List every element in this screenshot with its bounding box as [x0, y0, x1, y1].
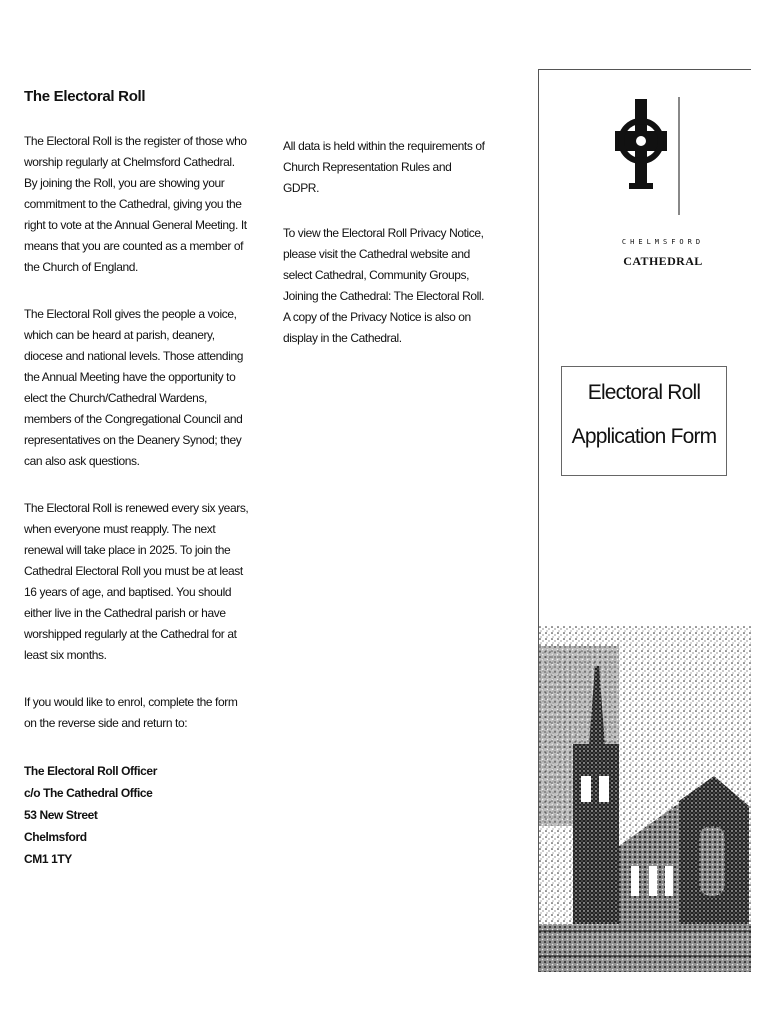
address-line: Chelmsford — [24, 830, 87, 844]
enrol-paragraph: If you would like to enrol, complete the form on the reverse side and return to: — [24, 695, 238, 730]
return-address — [24, 760, 249, 870]
address-line: 53 New Street — [24, 808, 98, 822]
address-line: The Electoral Roll Officer — [24, 764, 157, 778]
celtic-cross-icon — [613, 95, 685, 220]
cover-title-line2: Application Form — [571, 425, 717, 448]
renewal-paragraph: The Electoral Roll is renewed every six years, when everyone must reapply. The next renewal will take place in 2025. To join the Cathedral Electoral Roll you must be at least 16 years of age, and baptised. You should either live in the Cathedral parish or have worshipped regularly at the Cathedral for at least six months. — [24, 501, 249, 662]
intro-paragraph: The Electoral Roll is the register of those who worship regularly at Chelmsford Cathedral. By joining the Roll, you are showing your commitment to the Cathedral, giving you the right to vote at the Annual General Meeting. It means that you are counted as a member of the Church of England. — [24, 134, 247, 274]
cathedral-illustration — [539, 626, 751, 972]
voice-paragraph: The Electoral Roll gives the people a voice, which can be heard at parish, deanery, diocese and national levels. Those attending the Annual Meeting have the opportunity to elect the Church/Cathedral Wardens, members of the Congregational Council and representatives on the Deanery Synod; they can also ask questions. — [24, 307, 244, 468]
logo-city: CHELMSFORD — [621, 238, 705, 246]
logo-name: CATHEDRAL — [623, 254, 703, 268]
cover-title-line1: Electoral Roll — [587, 381, 701, 404]
data-paragraph: All data is held within the requirements of Church Representation Rules and GDPR. — [283, 139, 485, 195]
cover-panel — [538, 69, 751, 972]
page-title: The Electoral Roll — [24, 88, 146, 105]
middle-column — [283, 136, 488, 373]
address-line: CM1 1TY — [24, 852, 72, 866]
address-line: c/o The Cathedral Office — [24, 786, 153, 800]
privacy-paragraph: To view the Electoral Roll Privacy Notice, please visit the Cathedral website and select Cathedral, Community Groups, Joining the Cathedral: The Electoral Roll. A copy of the Privacy Notice is also on display in the Cathedral. — [283, 226, 485, 345]
title-box — [561, 366, 727, 476]
left-column — [24, 88, 249, 870]
